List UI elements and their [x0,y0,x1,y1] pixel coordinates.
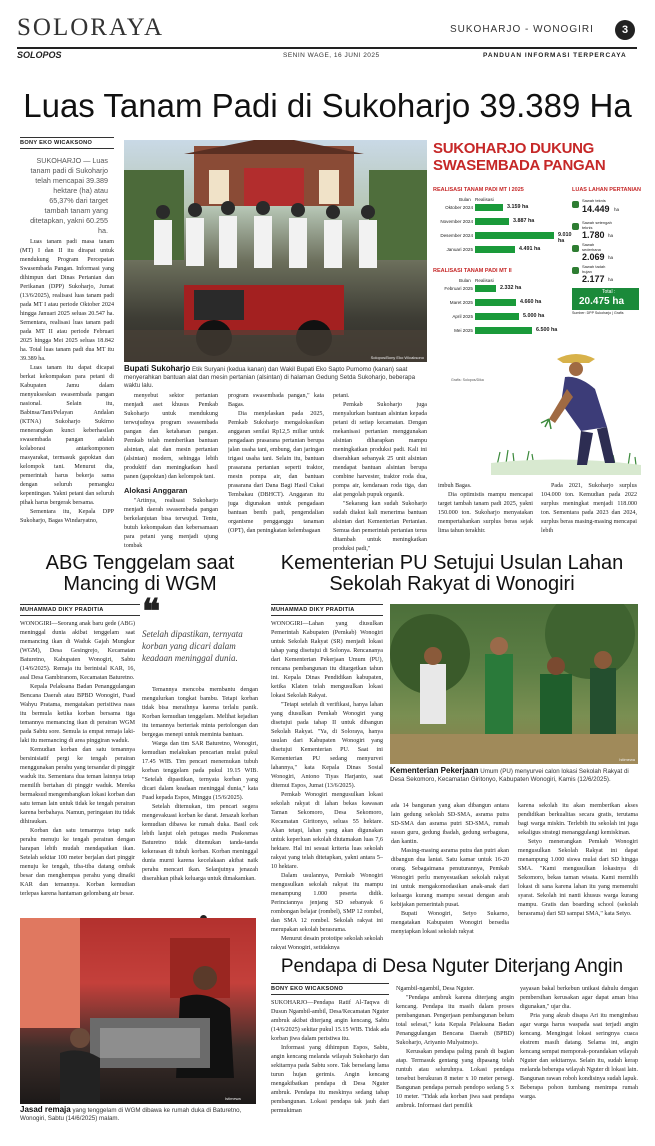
bar [475,299,516,306]
land-label: Sawah setengah teknis [582,220,612,230]
bar-month-label: Oktober 2024 [445,205,473,210]
quote-icon: ❝ [142,592,161,632]
main-photo-caption [124,365,427,390]
section-title: SOLORAYA [17,14,165,41]
paragraph: Menurut desain prototipe sekolah sekolah rakyat Wonogiri, setidaknya [271,936,383,950]
paragraph: Kepala Pelaksana Badan Penanggulangan Bencana Daerah atau BPBD Wonogiri, Fuad Wahyu Pratama, mengatakan perisitiwa naas itu bermula ketika korban bersama tiga temannya memancing ikan di perairan WGM pada Sabtu sore. Semula ia empat remaja laki-laki itu memancing di area pinggiran waduk. [20,684,135,744]
main-photo [124,140,427,362]
bar-value-label: 5.000 ha [523,312,545,319]
abg-photo-art [20,918,256,1104]
ceremony-photo-art [124,140,427,362]
paragraph: program swasembada pangan," kata Bagas. [228,393,324,408]
bar-value-label: 4.660 ha [520,298,542,305]
caption-text: yang tenggelam di WGM dibawa ke rumah duka di Baturetno, Wonogiri, Sabtu (14/6/2025) malam. [20,1107,242,1122]
bar [475,204,503,211]
caption-lead: Jasad remaja [20,1105,71,1114]
abg-photo-credit: Istimewa [225,1096,241,1101]
total-label: Total : [602,289,616,295]
abg-headline-2: Mancing di WGM [63,573,217,595]
bar-month-label: Desember 2024 [440,233,473,238]
land-unit: ha [608,277,614,282]
land-label: Sawah sederhana [582,242,601,252]
bar-month-label: November 2024 [440,219,473,224]
mt2-title: REALISASI TANAM PADI MT II [433,268,512,274]
pu-headline-2: Sekolah Rakyat di Wonogiri [329,573,575,595]
bar-value-label: 9.010 ha [558,231,572,244]
bar-value-label: 4.491 ha [519,245,541,252]
bar-month-label: Mei 2025 [454,328,473,333]
abg-headline-1: ABG Tenggelam saat [45,552,235,574]
field-icon [572,223,579,230]
pendapa-headline: Pendapa di Desa Nguter Diterjang Angin [280,956,624,977]
land-item [572,220,639,242]
paragraph: Kemudian korban dan satu temannya bersinisiatif pergi ke tengah perairan menggunakan perahu yang tersandar di pinggir waduk itu. Sementara dua teman lainnya tetap memilih bertahan di pinggir waduk. Mereka bermaksud mengembangkan lokasi korban dan satu teman lain untuk tidak ke tengah perairan karena berbahaya. Namun, peringatan itu tidak dihiraukan. [20,747,135,825]
bar-value-label: 3.159 ha [507,203,529,210]
bar-month-label: Januari 2025 [446,247,473,252]
mt1-head-value: Realisasi [475,197,494,202]
land-value: 2.177 [582,274,605,284]
paragraph: Bupati Wonogiri, Setyo Sukarno, mengatakan Kabupaten Wonogiri bersedia menyiapkan lokasi sekolah rakyat [391,911,509,935]
land-unit: ha [608,233,614,238]
region-label: SUKOHARJO - WONOGIRI [450,24,594,35]
abg-col1 [20,620,135,917]
paragraph: Warga dan tim SAR Baturetno, Wonogiri, kemudian melakukan pencarian mulai pukul 17.45 WIB. Tim pencari menemukan tubuh korban tenggelam pada pukul 19.15 WIB. "Setelah dipastikan, ternyata korban yang dicari dalam keadaan meninggal dunia," kata Fuad kepada Espos, Minggu (15/6/2025). [142,741,258,801]
caption-text: Umum (PU) menyurvei calon lokasi Sekolah Rakyat di Desa Sekomoro, Kecamatan Giritonyo, Kabupaten Wonogiri, Kamis (12/6/2025). [390,768,629,783]
pendapa-col1 [271,999,389,1137]
mt2-head-month: Bulan [459,278,471,283]
main-lead: SUKOHARJO — Luas tanam padi di Sukoharjo telah mencapai 39.389 hektare (ha) atau 65,37% dari target tambah tanam yang ditetapkan, yakni 60.255 ha. [30,156,108,235]
paragraph: "Pendapa ambruk karena diterjang angin kencang. Pendapa itu masih dalam proses pembangunan. Pengerjaan pembangunan belum total selesai," kata Kepala Pelaksana Badan Penanggulangan Bencana Daerah (BPBD) Sukoharjo, Ariyanto Mulyatmojo. [396,995,514,1046]
caption-text: Etik Suryani (kedua kanan) dan Wakil Bupati Eko Sapto Purnomo (kanan) saat menyerahkan bantuan alat dan mesin pertanian (alsintan) di halaman Gedung Setda Sukoharjo, beberapa waktu lalu. [124,366,416,389]
edition-date: SENIN WAGE, 16 JUNI 2025 [283,52,380,59]
land-value: 1.780 [582,230,605,240]
land-value: 14.449 [582,204,610,214]
paragraph: yayasan bakal berkebun unikasi dahulu dengan pembersihan kerusakan agar dapat aman bisa digunakan," ujar dia. [520,986,638,1010]
paragraph: Setyo menerangkan Pemkab Wonogiri mengusulkan Sekolah Rakyat ini dapat menampung 1.000 siswa mulai dari SD hingga SMA. "Kami mengusulkan lokasinya di Sekomoro, bekas taman wisata. Kami memilih lokasi di sana karena lahan itu yang memenuhi syarat. Sekolah ini nanti khusus warga kurang mampu. Gratis dan boarding school (sekolah berasrama) dari SD sampai SMA," kata Setyo. [518,839,638,917]
paragraph: "Sekarang kan sudah Sukoharjo sudah diakui kali menerima bantuan alsintan dari Kementerian Pertanian. Semua dan pemerintah pertanian terus ditambah untuk meningkatkan produksi padi," [333,501,427,552]
land-value: 2.069 [582,252,605,262]
main-photo-credit: Solopos/Bony Eko Wicaksono [370,355,424,360]
bar [475,285,496,292]
mt1-head-month: Bulan [459,197,471,202]
paragraph: Masing-masing asrama putra dan putri akan dibangun dua lantai. Satu kamar untuk 16-20 orang. Sebagaimana penuturannya, Pemkab Wonogiri perlu menyesuaikan sekolah rakyat ini untuk mengakomodasikan anak-anak dari keluarga kurang mampu sesuai dengan arah kebijakan pemerintah pusat. [391,848,509,908]
paragraph: WONOGIRI—Lahan yang diusulkan Pemerintah Kabupaten (Pemkab) Wonogiri untuk Sekolah Rakyat (SR) menjadi lokasi tahap yang disetujui di Solonya. Rencananya dari Kementerian Pekerjaan Umum (PU), rencana pembangunan itu ditargetkan tahun ini. Kepala Dinas Pendidikan kabupaten, ketika Klaten telah mengusulkan lokasi lokasi Sekolah Rakyat. [271,621,383,699]
paragraph: Temannya mencoba membantu dengan mengulurkan tongkat bambu. Tetapi korban tidak bisa meraihnya karena terlalu panik. Korban kemudian tenggelam. Melihat kejadian itu temannya berteriak minta pertolongan dan bergegas menepi untuk meminta bantuan. [142,687,258,738]
masthead [0,0,655,62]
abg-photo-caption [20,1106,256,1123]
paragraph: menyebut sektor pertanian menjadi aset khusus Pemkab Sukoharjo untuk mendukung terwujudnya program swasembada pangan dan ketahanan pangan. Pemkab telah memberikan bantuan alsintan, alat dan mesin pertanian (alsintan) modern, sehingga lebih produktif dan meningkatkan hasil panen (gapoktan) dan kelompok tani. [124,393,218,480]
land-title: LUAS LAHAN PERTANIAN [572,187,641,193]
bar-value-label: 2.332 ha [500,284,522,291]
masthead-rule [17,47,637,49]
bar [475,313,519,320]
main-headline: Luas Tanam Padi di Sukoharjo 39.389 Ha [23,87,632,124]
land-label: Sawah teknis [582,198,606,203]
subheading-allocation: Alokasi Anggaran [124,486,188,495]
infographic-title-1: SUKOHARJO DUKUNG [433,140,595,157]
paragraph: Pria yang akrab disapa Ari itu mengimbau agar warga harus waspada saat terjadi angin kencang. Mengingat lokasi seringnya cuaca ekstrem masih datang. Selama ini, angin kencang sempat memporak-porandakan wilayah Nguter dan sekitarnya. Selain itu, sudah kerap melanda beberapa wilayah Nguter di lokasi lain. Bangunan rawan roboh kondisinya sudah lapuk. Beberapa pohon tumbang menimpa rumah warga. [520,1013,638,1100]
land-item [572,198,639,220]
bar [475,246,515,253]
infographic-title-2: SWASEMBADA PANGAN [433,157,606,174]
bar [475,218,509,225]
bar [475,232,554,239]
bar-month-label: Maret 2025 [449,300,473,305]
mt1-title: REALISASI TANAM PADI MT I 2025 [433,187,524,193]
brand-logo: SOLOPOS [17,50,62,60]
total-value: 20.475 ha [579,296,625,307]
paragraph: Pemkab Sukoharjo juga menyalurkan bantuan alsintan kepada petani di setiap kecamatan. Dengan mekanisasi pertanian menggunakan alsintan diharapkan mampu meningkatkan produksi padi. Kali ini diserahkan sebanyak 25 unit alsintan mendapat bantuan alsintan berupa combine harvester, traktor roda dua, pompa air, kendaraan roda tiga, dan alat pengolah pupuk organik. [333,402,427,498]
field-icon [572,201,579,208]
pu-photo [390,604,638,764]
pu-byline: MUHAMMAD DIKY PRADITIA [271,604,383,616]
field-icon [572,267,579,274]
tagline: PANDUAN INFORMASI TERPERCAYA [483,52,627,59]
paragraph: Pemkab Wonogiri mengusulkan lokasi sekolah rakyat di lahan bekas kawasan Taman Sekomoro, Desa Sekomoro, Kecamatan Giritonyo, seluas 55 hektare. Akan tetapi, lahan yang akan digunakan untuk keperluan sekolah diutamakan luas 7,6 hektare. Hal ini sesuai kriteria luas sekolah rakyat yang telah ditetapkan, yakni antara 5–10 hektare. [271,792,383,870]
paragraph: "Tetapi setelah di verifikasi, hanya lahan yang diusulkan Pemkab Wonogiri yang disetujui pada tahap II untuk dibangun Sekolah Rakyat. "Ya, di Soloraya, hanya usulan dari Kabupaten Wonogiri yang disetujui Kementerian PU. Saat ini Kementerian PU sedang menyurvei lahannya," kata Kepala Dinas Sosial Wonogiri, Antono Tiyas Harjanto, saat ditemui Espos, Jumat (13/6/2025). [271,702,383,789]
land-total [572,288,639,310]
infographic-source: Sumber: DPP Sukoharjo | Grafis [572,311,624,315]
pu-col2 [391,802,509,952]
mt2-head-value: Realisasi [475,278,494,283]
page-number: 3 [615,20,635,40]
bar-month-label: Februari 2025 [444,286,473,291]
pu-headline-1: Kementerian PU Setujui Usulan Lahan [280,552,624,574]
field-icon [572,245,579,252]
paragraph: SUKOHARJO—Pendapa Ratif Al-Taqwa di Dusun Ngambil-ambil, Desa/Kecamatan Nguter ambruk akibat diterjang angin kencang, Sabtu (14/6/2025) sekitar pukul 15.15 WIB. Tidak ada korban jiwa dalam peristiwa itu. [271,1000,389,1042]
caption-lead: Bupati Sukoharjo [124,364,191,373]
paragraph: Informasi yang dihimpun Espos, Sabtu, angin kencang melanda wilayah Sukoharjo dan sekitarnya pada Sabtu sore. Tak berselang lama turun hujan gerimis. Angin kencang mengakibatkan pendapa di Desa Nguter ambruk. Pendapa itu meskinya sedang tahap pembangunan. Lokasi pendapa tak jauh dari permukiman [271,1045,389,1114]
paragraph: Dalam usulannya, Pemkab Wonogiri mengusulkan sekolah rakyat itu mampu menampung 1.000 peserta didik. Perinciannya jenjang SD sebanyak 6 rombongan belajar (rombel), SMP 12 rombel, dan SMA 12 rombel. Sekolah rakyat ini merupakan sekolah berasrama. [271,873,383,933]
mt1-bar-chart [431,204,571,262]
mt2-bar-chart [431,285,571,343]
paragraph: Dia optimistis mampu mencapai target tambah tanam padi 2025, yakni 150.000 ton. Sukoharjo menyatakan mempertahankan surplus beras sejak lima tahun terakhir. [438,492,533,534]
paragraph: Sementara itu, Kepala DPP Sukoharjo, Bagas Windaryatno, [20,509,114,524]
main-col3 [228,392,324,565]
paragraph: Dia menjelaskan pada 2025, Pemkab Sukoharjo mengalokasikan anggaran senilai Rp12,5 miliar untuk pengadaan prasarana pertanian berupa jalan usaha tani, embung, dan jaringan irigasi usaha tani. Selain itu, bantuan prasarana pertanian seperti traktor, mesin pompa air, dan bantuan prasarana dari Dana Bagi Hasil Cukai Tembakau (DBHCT). Anggaran itu juga digunakan untuk pengadaan bantuan benih padi, pengendalian organisme pengganggu tanaman (OPT), dan peningkatan kelembagaan [228,411,324,534]
pu-photo-caption [390,767,638,784]
main-col4 [333,392,427,565]
main-col1 [20,238,114,565]
land-unit: ha [614,207,620,212]
abg-col2 [142,686,258,916]
bar-month-label: April 2025 [452,314,473,319]
paragraph: Ngambil-ngambil, Desa Nguter. [396,986,475,992]
infographic-credit: Grafis: Solopos/Dika [451,378,484,382]
pu-photo-credit: Istimewa [619,757,635,762]
abg-byline: MUHAMMAD DIKY PRADITIA [20,604,140,616]
land-list [572,198,639,315]
pu-col3 [518,802,638,952]
abg-photo [20,918,256,1104]
land-item [572,242,639,264]
bar-value-label: 3.887 ha [513,217,535,224]
abg-pull-quote: Setelah dipastikan, ternyata korban yang dicari dalam keadaan meninggal dunia. [142,629,243,663]
pendapa-byline: BONY EKO WICAKSONO [271,983,389,995]
paragraph: Luas tanam itu dapat dicapai berkat kekompakan para petani di Kabupaten Jamu dalam menyukseskan swasembada pangan nasional. Selain itu, Babinsa/Tani/Pelayan Andalan (KTNA) Sukoharjo Sukirno menerangkan kunci keberhasilan swasembada pangan adalah kolaborasi antarkomponen masyarakat, termasuk gapoktan dan kelompok tani. Menurut dia, pemerintah harus bekerja sama dengan seluruh pemangku kepentingan. Yakni petani dan seluruh pihak harus bergerak bersama. [20,365,114,506]
paragraph: "Artinya, realisasi Sukoharjo menjadi daerah swasembada pangan berkelanjutan bisa terwujud. Tentu, butuh kekompakan dan kebersamaan para petani yang menjadi ujung tombak [124,498,218,549]
main-col2 [124,392,218,565]
paragraph: karena sekolah itu akan memberikan akses pendidikan berkualitas secara gratis, terutama bagi warga miskin. Terlebih itu sekolah ini juga sekaligus strategi menanggulangi kemiskinan. [518,803,638,836]
pendapa-col2 [396,985,514,1137]
land-label: Sawah tadah hujan [582,264,606,274]
paragraph: imbuh Bagas. [438,483,472,489]
land-unit: ha [608,255,614,260]
infographic [431,140,641,480]
caption-lead: Kementerian Pekerjaan [390,766,479,775]
land-item [572,264,639,286]
paragraph: ada 14 bangunan yang akan dibangun antara lain gedung sekolah SD-SMA, asrama putra SD-SMA dan asrama putri SD-SMA, rumah susun guru, gedung ibadah, gedung serbaguna, dan kantin. [391,803,509,845]
paragraph: Kerusakan pendapa paling parah di bagian atap. Termasuk gentang yang dipasang telah runtuh atau seluruhnya. Lokasi pendapa tersebut berukuran 8 meter x 10 meter persegi. Bangunan pendapa pernah pendopo sedang 5 x 10 meter. "Tidak ada korban jiwa saat pendapa ambruk. Informasi dari pemilik [396,1049,514,1109]
bar-value-label: 6.500 ha [536,326,558,333]
paragraph: petani. [333,393,350,399]
bar [475,327,532,334]
paragraph: Pada 2021, Sukoharjo surplus 104.000 ton. Kemudian pada 2022 surplus meningkat menjadi 118.000 ton. Sementara pada 2023 dan 2024, surplus beras masing-masing mencapai lebih [541,483,637,534]
main-byline: BONY EKO WICAKSONO [20,137,114,149]
farmer-illustration [491,345,641,475]
paragraph: Korban dan satu temannya tetap naik perahu menuju ke tengah perairan dengan harapan lebih mudah mendapatkan ikan. Setelah sekitar 100 meter berjalan dari pinggir menuju ke tengah, tiba-tiba datang ombak besar dan menghempas perahu yang dinaiki KAR dan temannya. Korban kemudian terlepas karena hantaman gelombang air besar. [20,828,135,897]
paragraph: Luas tanam padi masa tanam (MT) I dan II itu dirapat untuk mendukung Program Percepatan Swasembada Pangan. Informasi yang dihimpun dari Dinas Pertanian dan Perikanan (DPP) Sukoharjo, Jumat (13/6/2025), realisasi luas tanam padi pada MT I atau periode Oktober 2024 hingga Januari 2025 seluas 20.547 ha. Sementara, realisasi luas tanam padi pada MT II atau periode Februari 2025 hingga Mei 2025 seluas 18.842 ha. Total luas tanam padi dua MT itu 39.389 ha. [20,239,114,362]
pendapa-col3 [520,985,638,1137]
paragraph: Setelah ditemukan, tim pencari segera mengevakuasi korban ke darat. Jenazah korban kemudian dibawa ke rumah duka. Basil cek lebih lanjut oleh petugas medis Puskesmas Baturetno tidak ditemukan tanda-tanda kekerasan di tubuh korban. Korban meninggal dunia murni karena kecelakaan akibat naik perahu mencari ikan. Selanjutnya jenazah diserahkan pihak keluarga untuk dimakamkan. [142,804,258,882]
paragraph: WONOGIRI—Seorang anak baru gede (ABG) meninggal dunia akibat tenggelam saat memancing ikan di Waduk Gajah Mungkur (WGM), Desa Gesingrejo, Kecamatan Baturetno, Kabupaten Wonogiri, Sabtu (14/6/2025). Remaja itu berinisial KAR, 16, asal Desa Gambiranom, Kecamatan Baturetno. [20,621,135,681]
pu-col1 [271,620,383,950]
survey-photo-art [390,604,638,764]
